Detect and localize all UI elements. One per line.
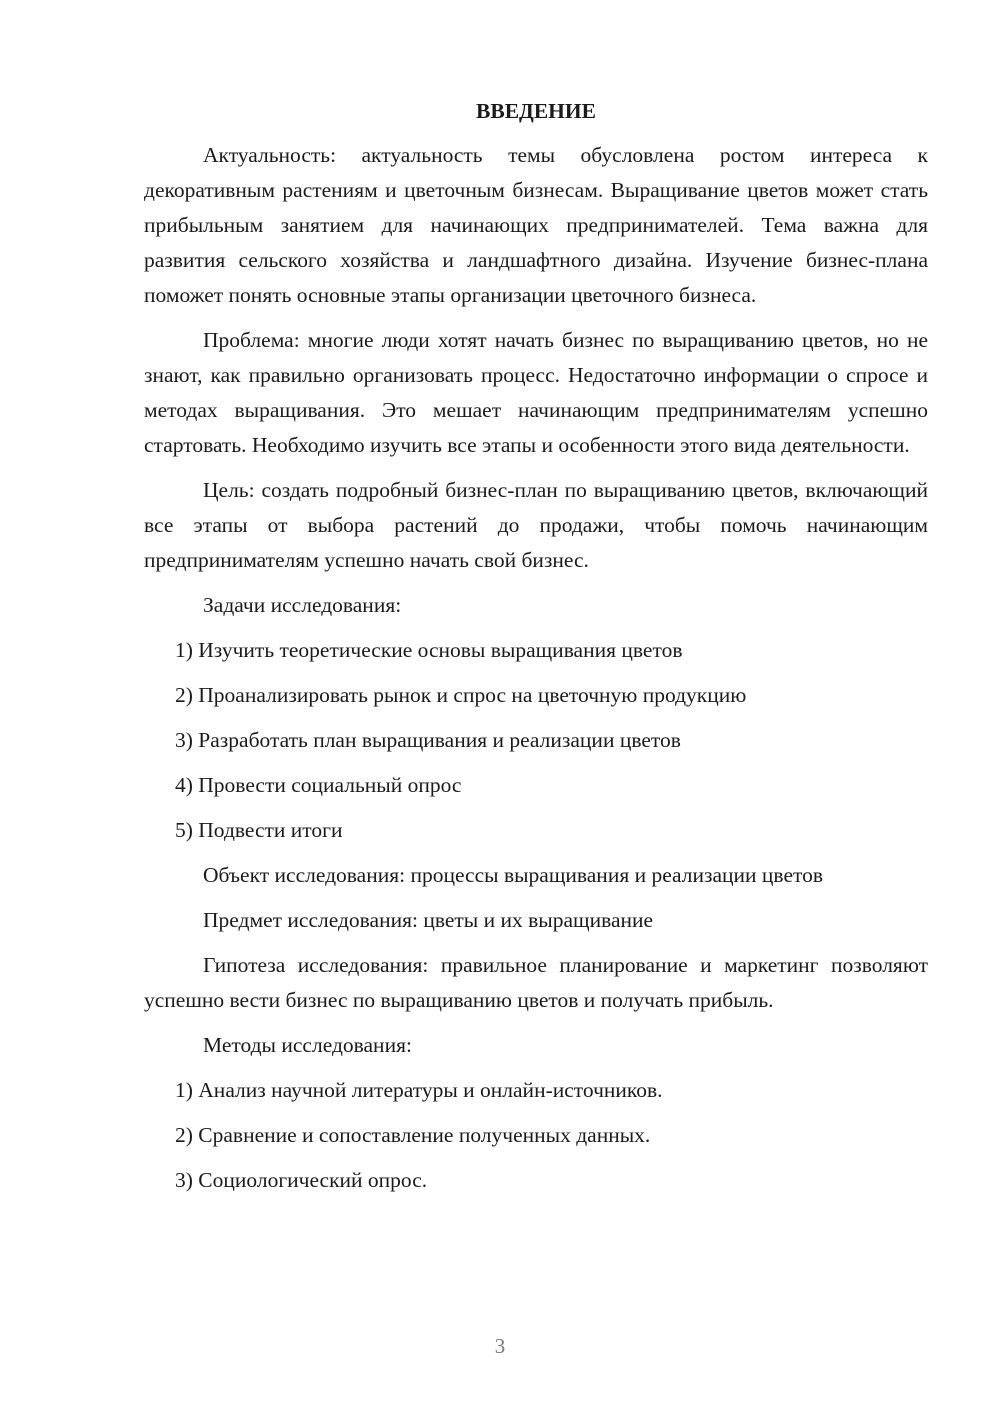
method-item-3: 3) Социологический опрос. (175, 1168, 428, 1192)
task-item-4: 4) Провести социальный опрос (175, 773, 462, 797)
method-item-1: 1) Анализ научной литературы и онлайн-источников. (175, 1078, 663, 1102)
document-page (144, 96, 928, 1208)
page-heading: ВВЕДЕНИЕ (476, 99, 596, 123)
page-number: 3 (494, 1334, 506, 1358)
goal-paragraph: Цель: создать подробный бизнес-план по выращиванию цветов, включающий все этапы от выбора растений до продажи, чтобы помочь начинающим предпринимателям успешно начать свой бизнес. (144, 478, 928, 572)
task-item-3: 3) Разработать план выращивания и реализации цветов (175, 728, 681, 752)
research-object: Объект исследования: процессы выращивания и реализации цветов (203, 863, 824, 887)
relevance-paragraph: Актуальность: актуальность темы обусловлена ростом интереса к декоративным растениям и цветочным бизнесам. Выращивание цветов может стать прибыльным занятием для начинающих предпринимателей. Тема важна для развития сельского хозяйства и ландшафтного дизайна. Изучение бизнес-плана поможет понять основные этапы организации цветочного бизнеса. (144, 143, 928, 307)
task-item-5: 5) Подвести итоги (175, 818, 343, 842)
task-item-1: 1) Изучить теоретические основы выращивания цветов (175, 638, 683, 662)
task-item-2: 2) Проанализировать рынок и спрос на цветочную продукцию (175, 683, 747, 707)
tasks-title: Задачи исследования: (203, 593, 402, 617)
method-item-2: 2) Сравнение и сопоставление полученных данных. (175, 1123, 651, 1147)
hypothesis-paragraph: Гипотеза исследования: правильное планирование и маркетинг позволяют успешно вести бизнес по выращиванию цветов и получать прибыль. (144, 953, 928, 1012)
methods-title: Методы исследования: (203, 1033, 412, 1057)
research-subject: Предмет исследования: цветы и их выращивание (203, 908, 654, 932)
problem-paragraph: Проблема: многие люди хотят начать бизнес по выращиванию цветов, но не знают, как правильно организовать процесс. Недостаточно информации о спросе и методах выращивания. Это мешает начинающим предпринимателям успешно стартовать. Необходимо изучить все этапы и особенности этого вида деятельности. (144, 328, 928, 457)
